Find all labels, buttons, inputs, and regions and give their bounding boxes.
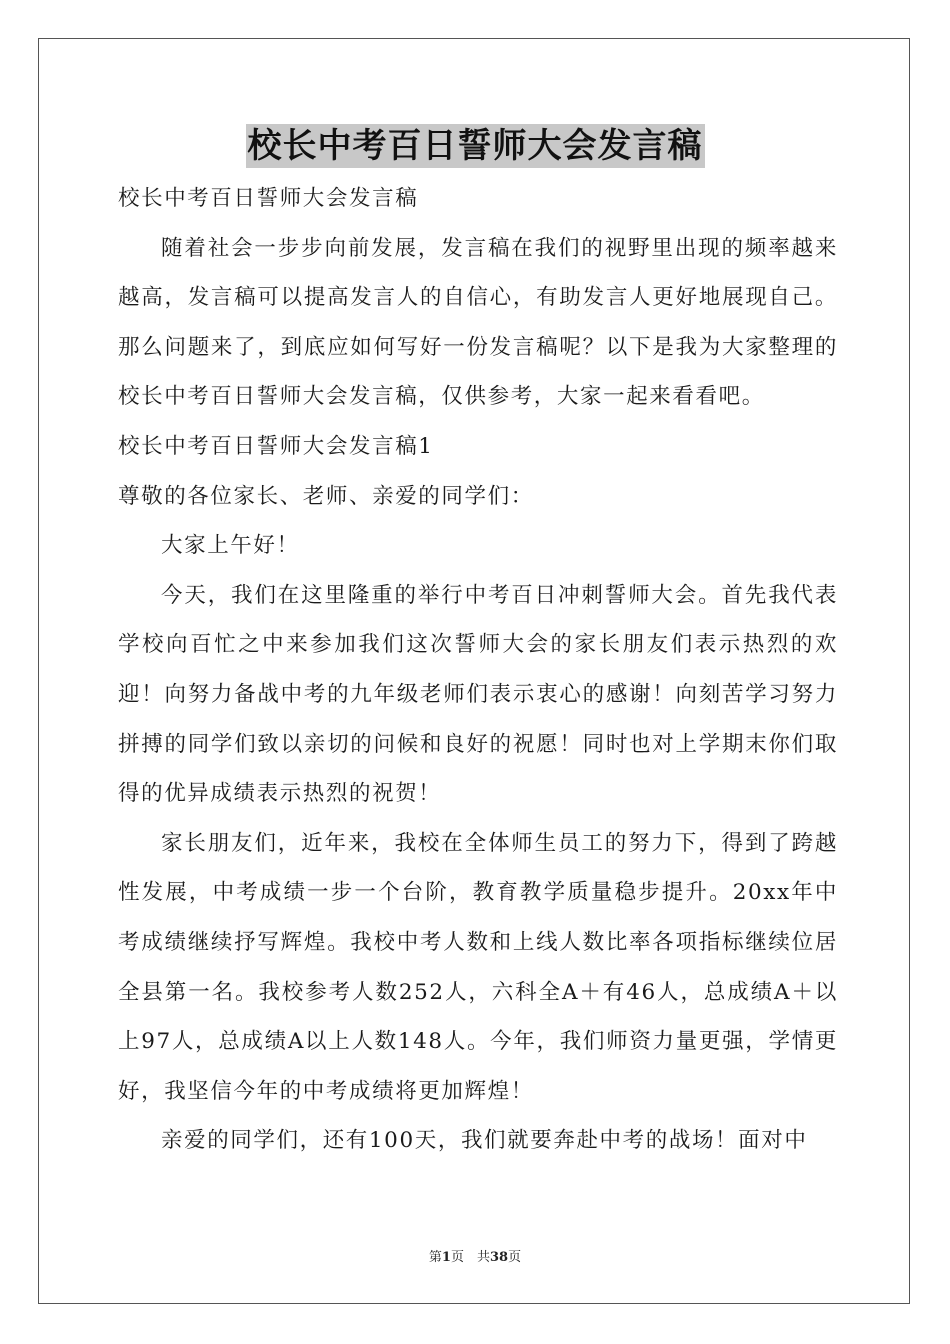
page-number: 1 (441, 1250, 451, 1265)
paragraph: 随着社会一步步向前发展，发言稿在我们的视野里出现的频率越来越高，发言稿可以提高发言人的自信心，有助发言人更好地展现自己。那么问题来了，到底应如何写好一份发言稿呢？以下是我为大家整理的校长中考百日誓师大会发言稿，仅供参考，大家一起来看看吧。 (118, 235, 838, 410)
paragraph: 校长中考百日誓师大会发言稿1 (118, 433, 434, 459)
page-footer (0, 1246, 950, 1265)
page-label-mid: 页 共 (450, 1250, 490, 1265)
total-pages: 38 (489, 1250, 509, 1265)
paragraph: 大家上午好！ (161, 533, 300, 559)
page-label-pre: 第 (428, 1250, 442, 1265)
paragraph: 校长中考百日誓师大会发言稿 (118, 186, 419, 211)
paragraph: 家长朋友们，近年来，我校在全体师生员工的努力下，得到了跨越性发展，中考成绩一步一个台阶，教育教学质量稳步提升。20xx年中考成绩继续抒写辉煌。我校中考人数和上线人数比率各项指标继续位居全县第一名。我校参考人数252人，六科全A＋有46人，总成绩A＋以上97人，总成绩A以上人数148人。今年，我们师资力量更强，学情更好，我坚信今年的中考成绩将更加辉煌！ (118, 830, 838, 1104)
document-title: 校长中考百日誓师大会发言稿 (247, 126, 703, 166)
paragraph: 亲爱的同学们，还有100天，我们就要奔赴中考的战场！面对中 (161, 1128, 808, 1154)
paragraph: 尊敬的各位家长、老师、亲爱的同学们： (118, 483, 534, 509)
title-wrap (0, 124, 950, 168)
document-body (118, 174, 838, 1166)
page-label-post: 页 (508, 1250, 522, 1265)
paragraph: 今天，我们在这里隆重的举行中考百日冲刺誓师大会。首先我代表学校向百忙之中来参加我们这次誓师大会的家长朋友们表示热烈的欢迎！向努力备战中考的九年级老师们表示衷心的感谢！向刻苦学习努力拼搏的同学们致以亲切的问候和良好的祝愿！同时也对上学期末你们取得的优异成绩表示热烈的祝贺！ (118, 582, 838, 807)
